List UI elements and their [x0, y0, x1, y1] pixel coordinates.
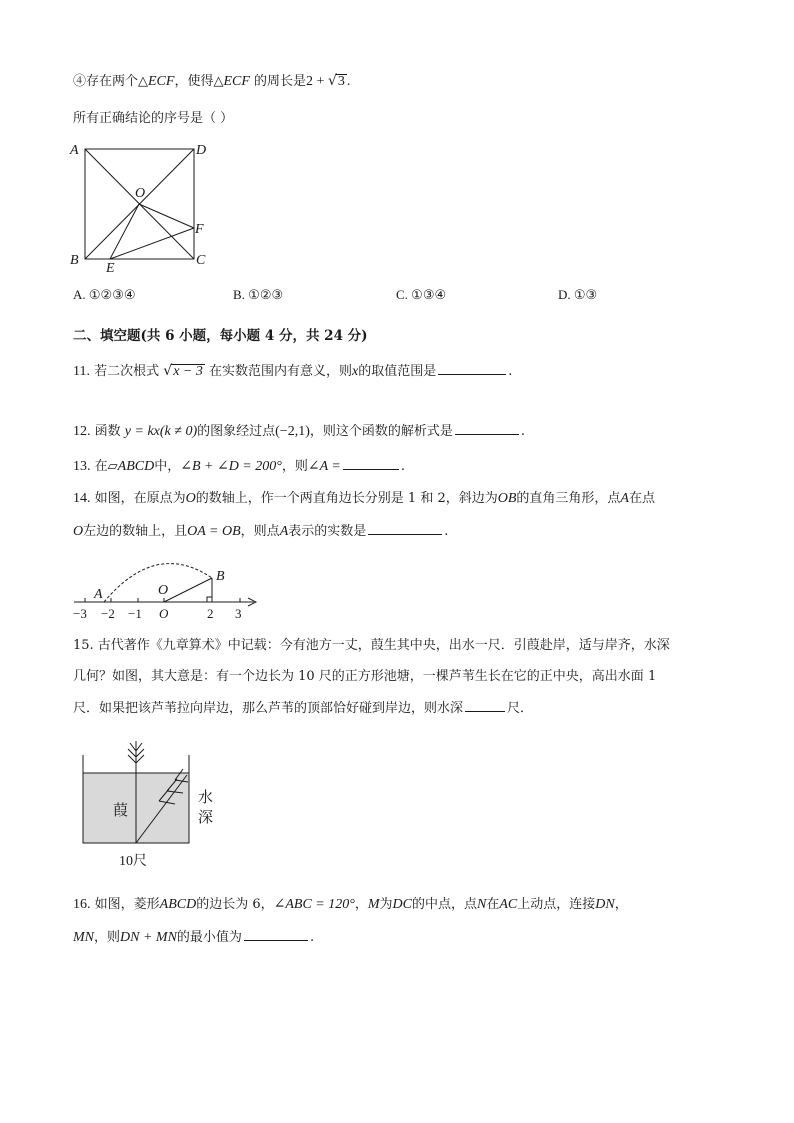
sqrt-sign: √: [327, 73, 337, 89]
q16-line2: MN，则DN + MN的最小值为 .: [73, 930, 315, 945]
answer-blank[interactable]: [465, 699, 505, 712]
label-f: F: [195, 222, 204, 237]
q14-line1: 14. 如图，在原点为O的数轴上，作一个两直角边长分别是 1 和 2，斜边为OB的直角三角形，点A在点: [73, 491, 655, 506]
sqrt-sign: √: [163, 363, 173, 379]
label-o: O: [135, 186, 146, 201]
answer-blank[interactable]: [438, 362, 506, 375]
segment-ef: [110, 228, 194, 259]
q15-line1: 15. 古代著作《九章算术》中记载：今有池方一丈，葭生其中央，出水一尺．引葭赴岸，适与岸齐，水深: [73, 638, 670, 653]
tick-label-3: 3: [235, 606, 242, 621]
label-width: 10尺: [119, 854, 147, 869]
reed-leaf: [130, 743, 136, 751]
choice-d[interactable]: D. ①③: [558, 287, 598, 302]
q11: 11. 若二次根式 √x − 3 在实数范围内有意义，则x的取值范围是 .: [73, 363, 513, 379]
label-shen: 深: [198, 810, 214, 826]
choice-b[interactable]: B. ①②③: [233, 287, 284, 302]
answer-blank[interactable]: [244, 928, 308, 941]
label-a: A: [94, 587, 103, 602]
label-a: A: [70, 143, 79, 158]
number-line-figure: [68, 558, 268, 623]
q15-line3: 尺．如果把该芦苇拉向岸边，那么芦苇的顶部恰好碰到岸边，则水深 尺．: [73, 701, 534, 716]
q15-line2: 几何？如图，其大意是：有一个边长为 10 尺的正方形池塘，一棵芦苇生长在它的正中央，高出水面 1: [73, 669, 657, 684]
q16-line1: 16. 如图，菱形ABCD的边长为 6，∠ABC = 120°，M为DC的中点，点N在AC上动点，连接DN，: [73, 897, 628, 912]
tick-label-n2: −2: [101, 606, 115, 621]
segment-ob: [164, 578, 212, 602]
label-jia: 葭: [113, 803, 129, 819]
q10-stem: 所有正确结论的序号是（ ）: [73, 111, 234, 126]
choice-c[interactable]: C. ①③④: [396, 287, 447, 302]
tick-label-n1: −1: [128, 606, 142, 621]
label-b: B: [70, 253, 79, 268]
label-e: E: [106, 261, 115, 275]
label-d: D: [196, 143, 207, 158]
q13: 13. 在▱ABCD中，∠B + ∠D = 200°，则∠A = .: [73, 459, 405, 474]
q10-item4: ④存在两个△ECF，使得△ECF 的周长是2 + √3 .: [73, 73, 351, 89]
answer-blank[interactable]: [455, 422, 519, 435]
section-title: 二、填空题(共 6 小题，每小题 4 分，共 24 分): [73, 328, 368, 344]
q14-line2: O左边的数轴上，且OA = OB，则点A表示的实数是 .: [73, 524, 449, 539]
label-o-up: O: [158, 583, 169, 598]
segment-oe: [110, 204, 139, 259]
q12: 12. 函数 y = kx(k ≠ 0)的图象经过点(−2,1)，则这个函数的解析式是 .: [73, 424, 526, 439]
tick-label-o: O: [159, 606, 169, 621]
label-b: B: [216, 569, 225, 584]
label-c: C: [196, 253, 206, 268]
choice-a[interactable]: A. ①②③④: [73, 287, 136, 302]
tick-label-2: 2: [207, 606, 214, 621]
segment-of: [139, 204, 194, 228]
pond-figure: [75, 735, 235, 875]
label-shui: 水: [198, 790, 214, 806]
answer-blank[interactable]: [368, 522, 442, 535]
square-figure: [68, 140, 218, 275]
right-angle-mark: [207, 597, 212, 602]
answer-blank[interactable]: [343, 457, 399, 470]
reed-leaf: [136, 743, 142, 751]
tick-label-n3: −3: [73, 606, 87, 621]
